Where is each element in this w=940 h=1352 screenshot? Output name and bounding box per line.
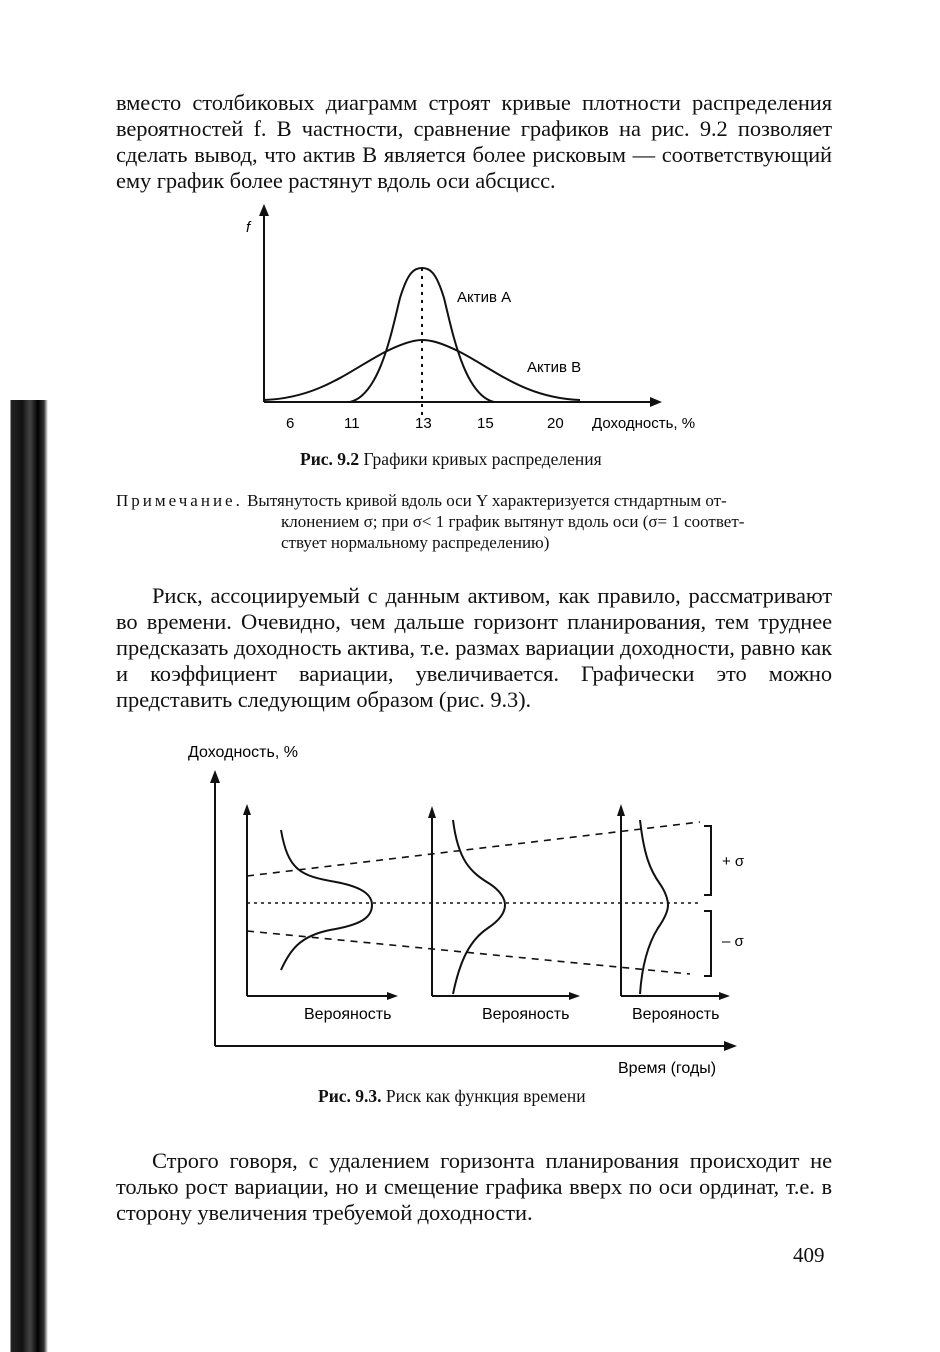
- figure-9-2-caption-text: Графики кривых распределения: [363, 449, 602, 469]
- panel3-x-arrow: [719, 992, 730, 1000]
- upper-sigma-line: [247, 822, 700, 876]
- panel3-x-label: Верояность: [632, 1006, 720, 1023]
- fig2-tick-13: 13: [415, 415, 432, 432]
- panel2-x-arrow: [569, 992, 580, 1000]
- figure-9-3-caption: [318, 1086, 586, 1107]
- fig2-x-label: Доходность, %: [592, 415, 696, 432]
- fig2-tick-11: 11: [344, 415, 360, 432]
- minus-sigma-label: – σ: [722, 933, 744, 950]
- label-asset-a: Актив A: [457, 289, 512, 306]
- minus-sigma-bracket: [704, 911, 711, 976]
- note-line-2: клонением σ; при σ< 1 график вытянут вдоль оси (σ= 1 соответ-: [281, 512, 745, 531]
- panel1-x-label: Верояность: [304, 1006, 392, 1023]
- fig3-x-label: Время (годы): [618, 1060, 717, 1077]
- plus-sigma-bracket: [704, 826, 711, 895]
- page-number: 409: [793, 1243, 825, 1267]
- panel2-y-arrow: [428, 806, 436, 818]
- fig3-main-y-arrow: [210, 770, 220, 783]
- fig2-tick-6: 6: [286, 415, 295, 432]
- figure-9-3-caption-number: Рис. 9.3.: [318, 1086, 382, 1106]
- figure-9-3-caption-text: Риск как функция времени: [385, 1086, 586, 1106]
- plus-sigma-label: + σ: [722, 853, 745, 870]
- paragraph-middle: Риск, ассоциируемый с данным активом, как правило, рассматривают во времени. Очевидно, чем дальше горизонт планирования, тем труднее предсказать доходность актива, т.е. размах вариации доходности, равно как и коэффициент вариации, увеличивается. Графически это можно представить следующим образом (рис. 9.3).: [116, 583, 832, 712]
- fig2-tick-20: 20: [547, 415, 564, 432]
- figure-9-2-caption-number: Рис. 9.2: [300, 449, 360, 469]
- panel3-density-curve: [640, 820, 668, 994]
- fig3-main-x-arrow: [724, 1041, 737, 1051]
- panel1-density-curve: [281, 830, 372, 970]
- note-lead: Примечание.: [116, 491, 243, 510]
- lower-sigma-line: [247, 931, 690, 974]
- paragraph-bottom: Строго говоря, с удалением горизонта планирования происходит не только рост вариации, но и смещение графика вверх по оси ординат, т.е. в сторону увеличения требуемой доходности.: [116, 1148, 832, 1225]
- panel3-y-arrow: [617, 804, 625, 816]
- note-line-1: Вытянутость кривой вдоль оси Y характеризуется стндартным от-: [247, 491, 727, 510]
- paragraph-top: вместо столбиковых диаграмм строят кривые плотности распределения вероятностей f. В частности, сравнение графиков на рис. 9.2 позволяет сделать вывод, что актив B является более рисковым — соответствующий ему график более растянут вдоль оси абсцисс.: [116, 90, 832, 193]
- panel1-x-arrow: [387, 992, 398, 1000]
- note-line-3: ствует нормальному распределению): [281, 533, 550, 552]
- fig2-y-label: f: [246, 219, 251, 236]
- panel1-y-arrow: [243, 804, 251, 815]
- panel2-x-label: Верояность: [482, 1006, 570, 1023]
- label-asset-b: Актив B: [527, 359, 582, 376]
- fig2-tick-15: 15: [477, 415, 494, 432]
- fig3-y-label: Доходность, %: [188, 744, 298, 761]
